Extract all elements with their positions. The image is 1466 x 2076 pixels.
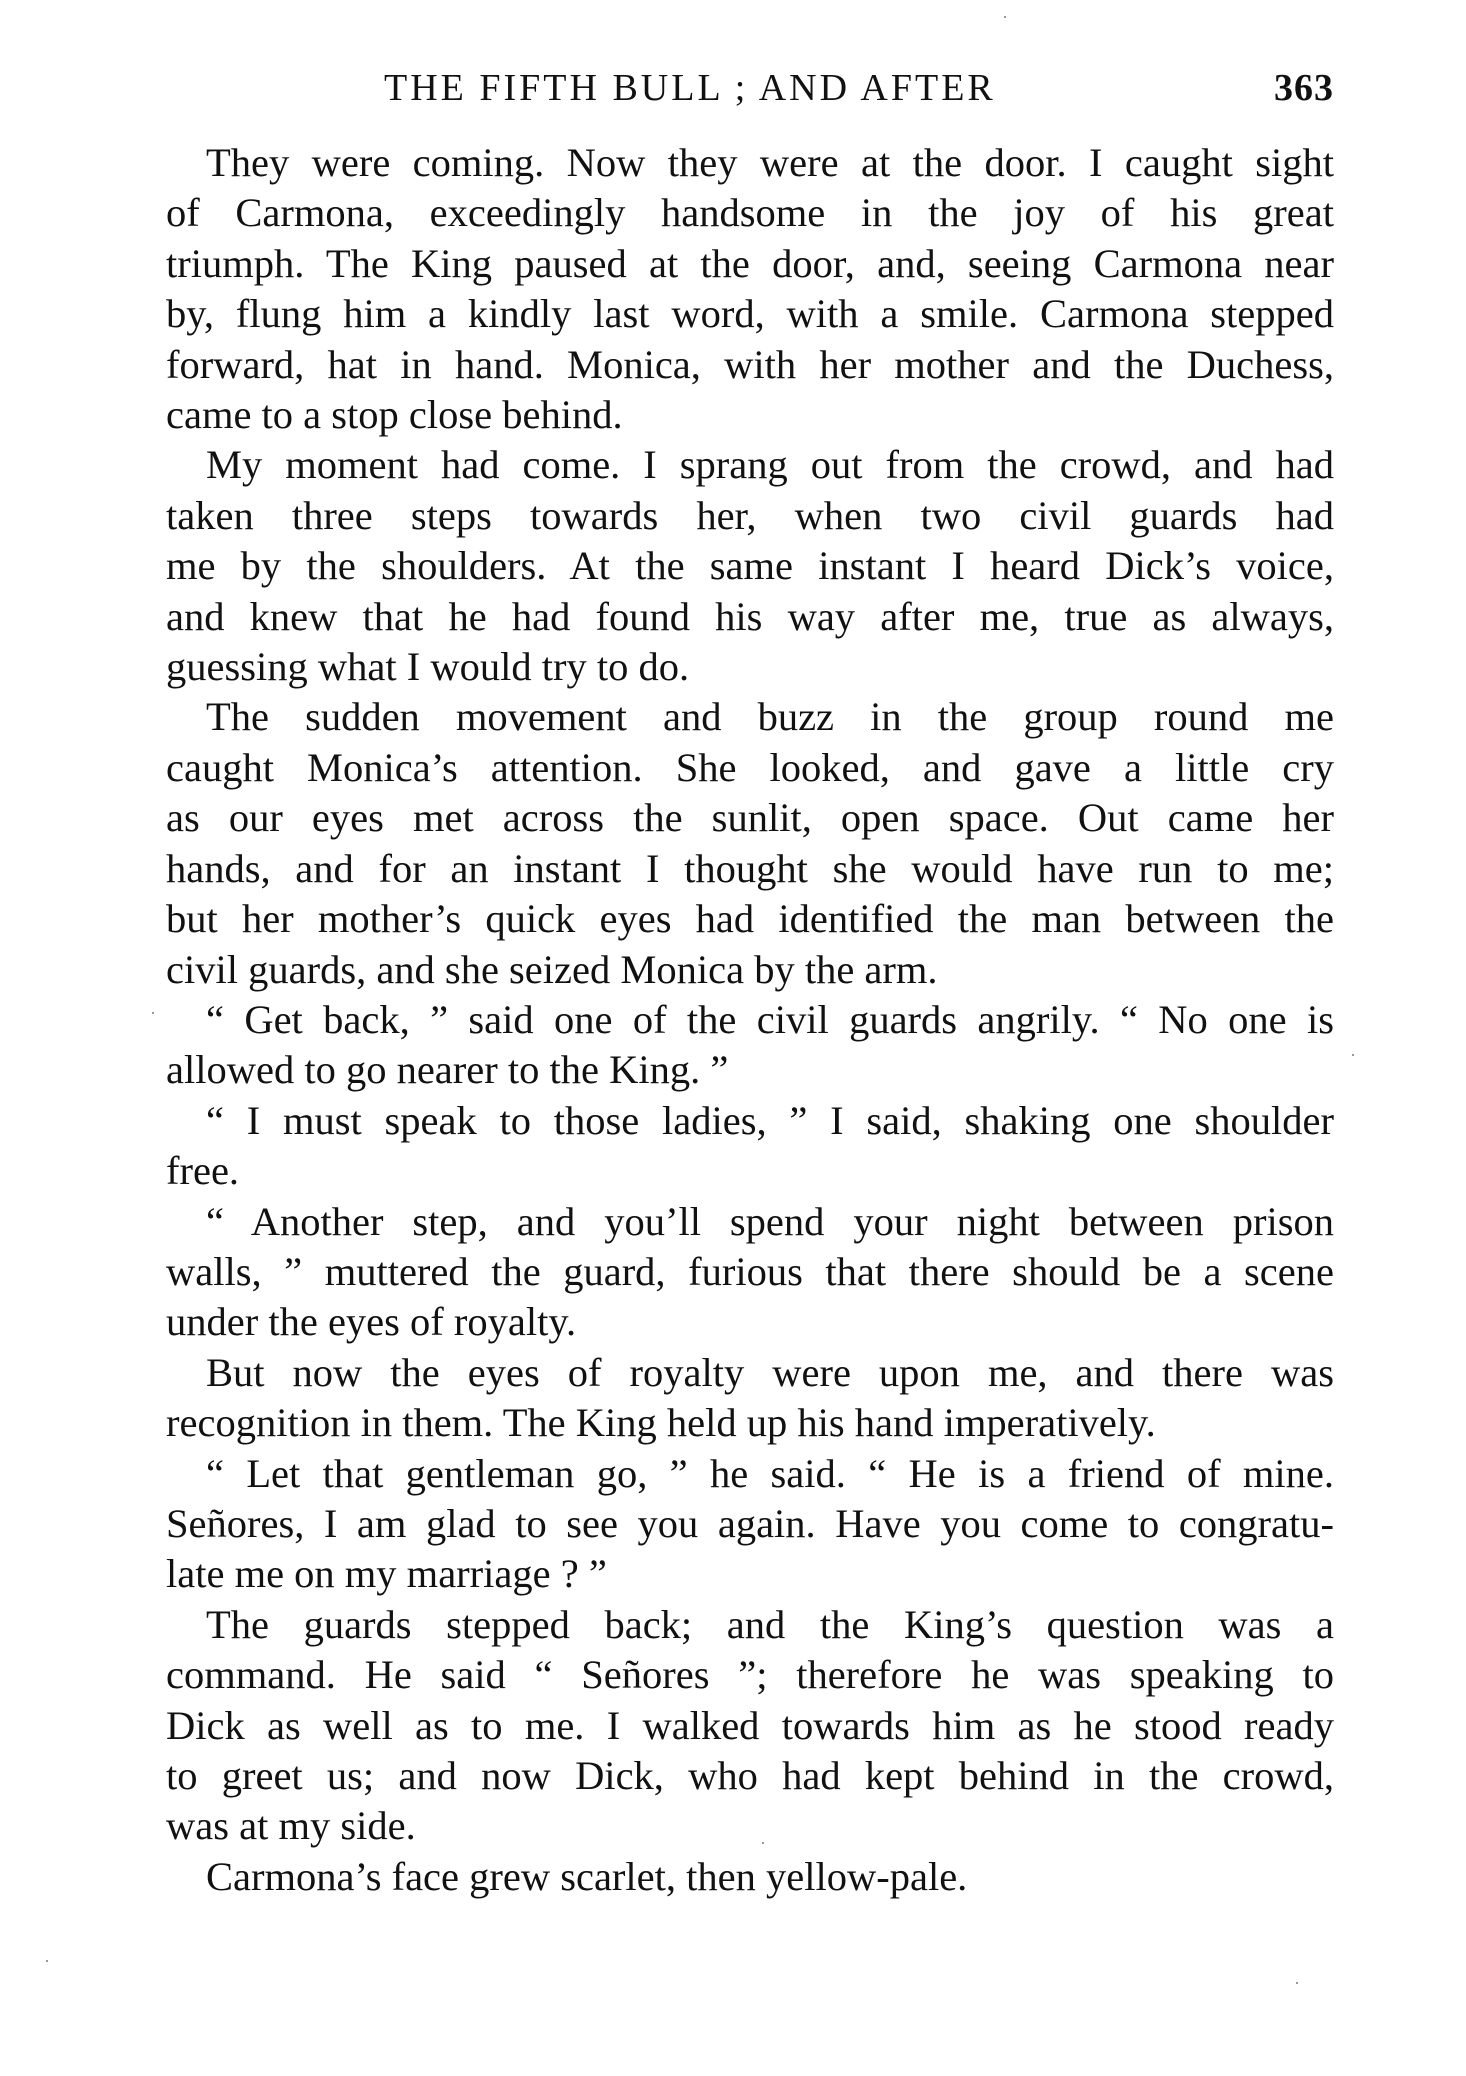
text-line: command. He said “ Señores ”; therefore he was speaking to	[166, 1652, 1334, 1698]
text-line: was at my side.	[166, 1803, 416, 1849]
running-title: THE FIFTH BULL ; AND AFTER	[384, 67, 996, 109]
text-line: under the eyes of royalty.	[166, 1299, 577, 1345]
text-line: “ I must speak to those ladies, ” I said, shaking one shoulder	[206, 1097, 1334, 1143]
text-line: came to a stop close behind.	[166, 392, 623, 438]
text-line: forward, hat in hand. Monica, with her mother and the Duchess,	[166, 341, 1334, 387]
text-line: Dick as well as to me. I walked towards him as he stood ready	[166, 1702, 1334, 1748]
scan-speck	[1004, 16, 1006, 18]
scan-speck	[762, 1842, 764, 1844]
text-line: triumph. The King paused at the door, and, seeing Carmona near	[166, 240, 1334, 286]
text-line: But now the eyes of royalty were upon me, and there was	[206, 1349, 1334, 1395]
paragraph	[166, 1096, 1334, 1197]
paragraph	[166, 1600, 1334, 1852]
body-text	[166, 138, 1334, 1902]
paragraph	[166, 138, 1334, 440]
text-line: free.	[166, 1148, 240, 1194]
text-line: late me on my marriage ? ”	[166, 1551, 607, 1597]
text-line: “ Another step, and you’ll spend your night between prison	[206, 1198, 1334, 1244]
text-line: walls, ” muttered the guard, furious that there should be a scene	[166, 1248, 1334, 1294]
scan-speck	[46, 1960, 48, 1962]
text-line: me by the shoulders. At the same instant I heard Dick’s voice,	[166, 543, 1334, 589]
text-line: “ Let that gentleman go, ” he said. “ He is a friend of mine.	[206, 1450, 1334, 1496]
paragraph	[166, 1348, 1334, 1449]
paragraph	[166, 440, 1334, 692]
page-number: 363	[1274, 67, 1334, 109]
paragraph	[166, 1197, 1334, 1348]
text-line: to greet us; and now Dick, who had kept behind in the crowd,	[166, 1753, 1334, 1798]
text-line: guessing what I would try to do.	[166, 644, 690, 690]
text-line: and knew that he had found his way after me, true as always,	[166, 593, 1334, 639]
text-line: by, flung him a kindly last word, with a smile. Carmona stepped	[166, 291, 1334, 337]
paragraph	[166, 1449, 1334, 1600]
paragraph	[166, 692, 1334, 994]
scan-speck	[1352, 1054, 1354, 1056]
page-header	[174, 66, 1334, 116]
paragraph	[166, 995, 1334, 1096]
text-line: as our eyes met across the sunlit, open space. Out came her	[166, 795, 1334, 841]
text-line: Carmona’s face grew scarlet, then yellow-pale.	[206, 1853, 968, 1899]
text-line: civil guards, and she seized Monica by the arm.	[166, 946, 938, 992]
text-line: caught Monica’s attention. She looked, and gave a little cry	[166, 744, 1334, 790]
scan-speck	[1296, 1982, 1298, 1984]
scan-speck	[152, 1012, 154, 1014]
text-line: “ Get back, ” said one of the civil guards angrily. “ No one is	[206, 996, 1334, 1042]
text-line: The guards stepped back; and the King’s question was a	[206, 1601, 1334, 1647]
text-line: recognition in them. The King held up his hand imperatively.	[166, 1400, 1156, 1446]
text-line: hands, and for an instant I thought she would have run to me;	[166, 845, 1334, 891]
text-line: The sudden movement and buzz in the group round me	[206, 694, 1334, 740]
text-line: but her mother’s quick eyes had identified the man between the	[166, 896, 1334, 942]
paragraph	[166, 1852, 1334, 1902]
text-line: They were coming. Now they were at the door. I caught sight	[206, 140, 1334, 185]
text-line: My moment had come. I sprang out from the crowd, and had	[206, 442, 1334, 488]
text-line: allowed to go nearer to the King. ”	[166, 1047, 729, 1093]
text-line: taken three steps towards her, when two civil guards had	[166, 492, 1334, 538]
text-line: of Carmona, exceedingly handsome in the joy of his great	[166, 190, 1334, 236]
text-line: Señores, I am glad to see you again. Have you come to congratu-	[166, 1500, 1334, 1546]
